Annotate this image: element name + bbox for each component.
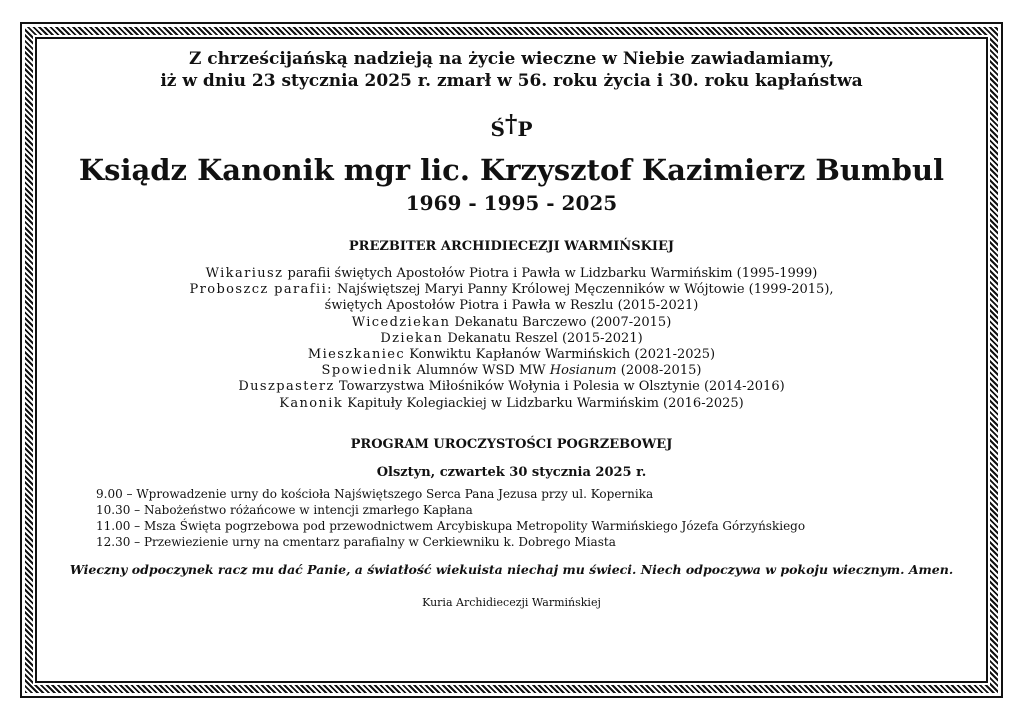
role-title: Duszpasterz [238, 379, 335, 395]
announcement-line-2: iż w dniu 23 stycznia 2025 r. zmarł w 56. roku życia i 30. roku kapłaństwa [160, 71, 863, 91]
role-text: Najświętszej Maryi Panny Królowej Męczenników w Wójtowie (1999-2015), [332, 282, 834, 298]
schedule-item: 11.00 – Msza Święta pogrzebowa pod przewodnictwem Arcybiskupa Metropolity Warmińskiego Józefa Górzyńskiego [96, 519, 806, 534]
schedule-list [96, 486, 983, 551]
role-line [40, 396, 983, 412]
role-line [40, 266, 983, 282]
role-title: Proboszcz parafii: [189, 282, 333, 298]
role-line [40, 298, 983, 314]
role-line [40, 282, 983, 298]
role-line [40, 347, 983, 363]
announcement [40, 48, 983, 92]
announcement-line-1: Z chrześcijańską nadzieją na życie wieczne w Niebie zawiadamiamy, [188, 49, 835, 69]
role-text: Towarzystwa Miłośników Wołynia i Polesia w Olsztynie (2014-2016) [334, 379, 785, 395]
role-text: Alumnów WSD MW [412, 363, 550, 379]
schedule-item: 12.30 – Przewiezienie urny na cmentarz parafialny w Cerkiewniku k. Dobrego Miasta [96, 535, 616, 550]
program-title: PROGRAM UROCZYSTOŚCI POGRZEBOWEJ [350, 436, 673, 452]
role-line [40, 379, 983, 395]
schedule-item: 9.00 – Wprowadzenie urny do kościoła Najświętszego Serca Pana Jezusa przy ul. Kopernika [96, 486, 654, 501]
role-text: Dekanatu Barczewo (2007-2015) [450, 314, 672, 330]
stp-symbol [40, 109, 983, 142]
stp-p: P [517, 117, 533, 141]
role-line [40, 331, 983, 347]
role-title: Wikariusz [205, 266, 284, 281]
roles-list [40, 266, 983, 412]
role-text: parafii świętych Apostołów Piotra i Pawła w Lidzbarku Warmińskim (1995-1999) [283, 266, 818, 281]
role-text: Kapituły Kolegiackiej w Lidzbarku Warmińskim (2016-2025) [343, 395, 744, 411]
role-text: Konwiktu Kapłanów Warmińskich (2021-2025) [405, 347, 716, 363]
role-text: Dekanatu Reszel (2015-2021) [443, 330, 643, 346]
role-title: Wicedziekan [351, 314, 451, 330]
stp-s: Ś [490, 117, 505, 141]
role-italic: Hosianum [549, 363, 617, 379]
program-date: Olsztyn, czwartek 30 stycznia 2025 r. [376, 464, 647, 480]
role-title: Kanonik [279, 395, 344, 411]
role-title: Spowiednik [321, 363, 413, 379]
curia-signature: Kuria Archidiecezji Warmińskiej [422, 595, 601, 609]
prayer: Wieczny odpoczynek racz mu dać Panie, a światłość wiekuista niechaj mu świeci. Niech odpoczywa w pokoju wiecznym. Amen. [69, 561, 954, 577]
role-text: świętych Apostołów Piotra i Pawła w Reszlu (2015-2021) [324, 298, 699, 314]
role-line [40, 363, 983, 379]
schedule-item: 10.30 – Nabożeństwo różańcowe w intencji zmarłego Kapłana [96, 503, 473, 518]
presbyter-title: PREZBITER ARCHIDIECEZJI WARMIŃSKIEJ [348, 239, 675, 254]
role-text-after: (2008-2015) [616, 363, 702, 379]
role-line [40, 315, 983, 331]
role-title: Dziekan [380, 330, 444, 346]
deceased-dates: 1969 - 1995 - 2025 [405, 191, 618, 215]
role-title: Mieszkaniec [307, 347, 406, 363]
obituary-content [40, 44, 983, 611]
cross-icon: † [504, 109, 518, 138]
deceased-name: Ksiądz Kanonik mgr lic. Krzysztof Kazimierz Bumbul [78, 153, 945, 187]
